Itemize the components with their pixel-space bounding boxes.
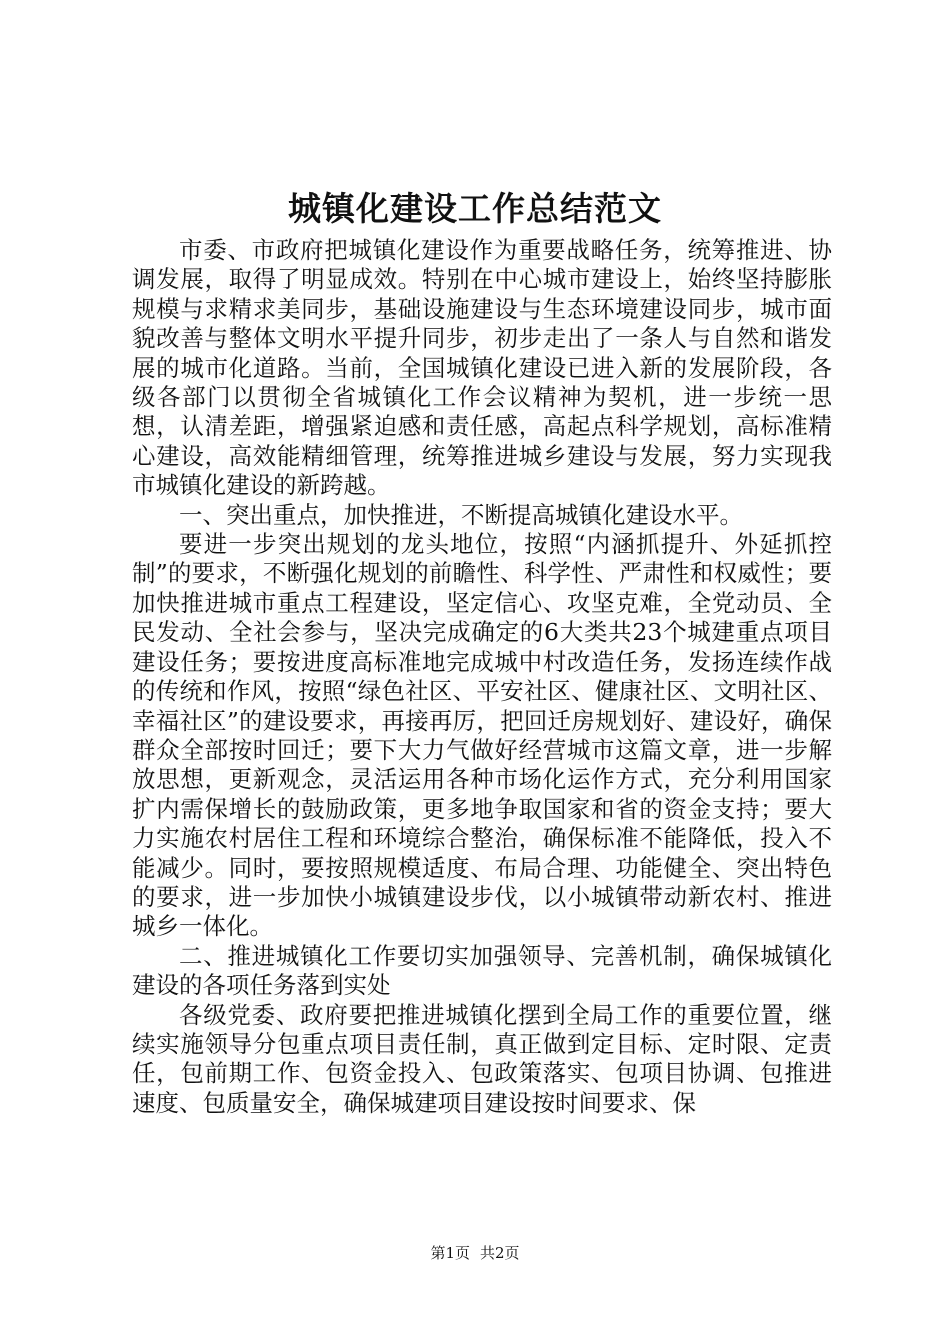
heading-section-1: 一、突出重点，加快推进，不断提高城镇化建设水平。: [179, 500, 743, 529]
heading-section-2: 二、推进城镇化工作要切实加强领导、完善机制，确保城镇化建设的各项任务落到实处: [132, 941, 832, 1000]
page-total: 共2页: [480, 1244, 520, 1262]
paragraph-intro: 市委、市政府把城镇化建设作为重要战略任务，统筹推进、协调发展，取得了明显成效。特别在中心城市建设上，始终坚持膨胀规模与求精求美同步，基础设施建设与生态环境建设同步，城市面貌改善与整体文明水平提升同步，初步走出了一条人与自然和谐发展的城市化道路。当前，全国城镇化建设已进入新的发展阶段，各级各部门以贯彻全省城镇化工作会议精神为契机，进一步统一思想，认清差距，增强紧迫感和责任感，高起点科学规划，高标准精心建设，高效能精细管理，统筹推进城乡建设与发展，努力实现我市城镇化建设的新跨越。: [132, 236, 832, 500]
page-number: 第1页: [430, 1244, 470, 1262]
document-title: 城镇化建设工作总结范文: [288, 189, 662, 228]
paragraph-section-1: 要进一步突出规划的龙头地位，按照“内涵抓提升、外延抓控制”的要求，不断强化规划的前瞻性、科学性、严肃性和权威性；要加快推进城市重点工程建设，坚定信心、攻坚克难，全党动员、全民发动、全社会参与，坚决完成确定的6大类共23个城建重点项目建设任务；要按进度高标准地完成城中村改造任务，发扬连续作战的传统和作风，按照“绿色社区、平安社区、健康社区、文明社区、幸福社区”的建设要求，再接再厉，把回迁房规划好、建设好，确保群众全部按时回迁；要下大力气做好经营城市这篇文章，进一步解放思想，更新观念，灵活运用各种市场化运作方式，充分利用国家扩内需保增长的鼓励政策，更多地争取国家和省的资金支持；要大力实施农村居住工程和环境综合整治，确保标准不能降低，投入不能减少。同时，要按照规模适度、布局合理、功能健全、突出特色的要求，进一步加快小城镇建设步伐，以小城镇带动新农村、推进城乡一体化。: [132, 530, 832, 941]
document-body: [132, 236, 832, 1118]
paragraph-section-2: 各级党委、政府要把推进城镇化摆到全局工作的重要位置，继续实施领导分包重点项目责任制，真正做到定目标、定时限、定责任，包前期工作、包资金投入、包政策落实、包项目协调、包推进速度、包质量安全，确保城建项目建设按时间要求、保: [132, 1000, 832, 1117]
page-footer: [0, 1243, 950, 1263]
